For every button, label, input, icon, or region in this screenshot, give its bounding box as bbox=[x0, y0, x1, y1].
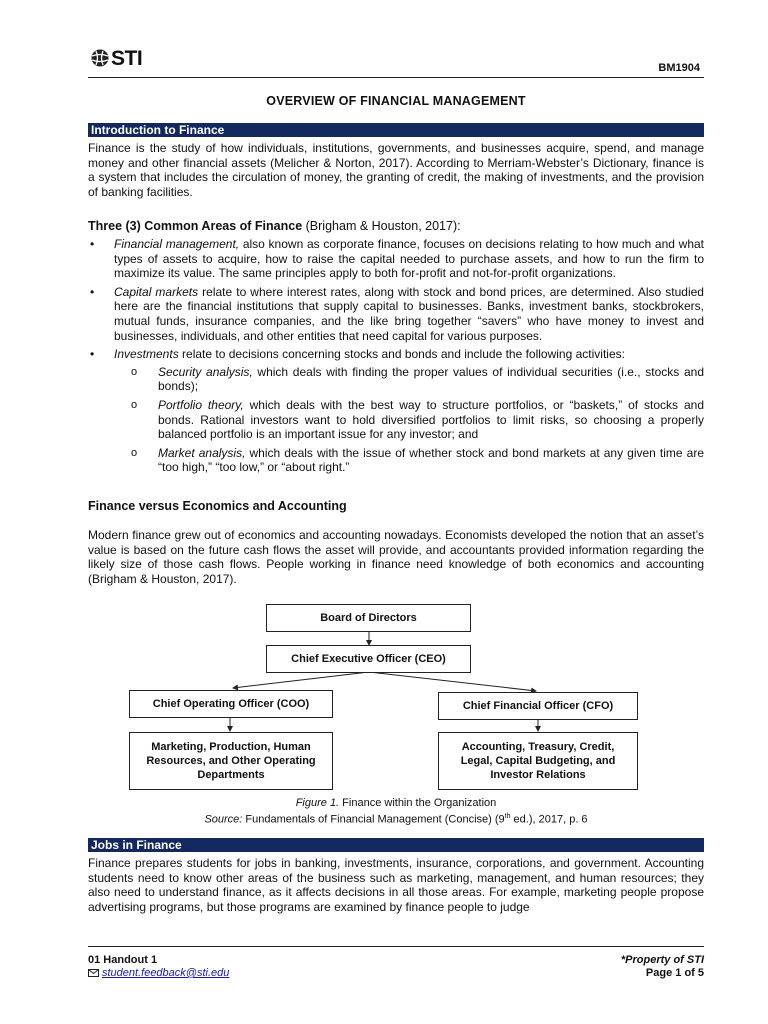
arrow-ceo-to-cfo bbox=[369, 672, 536, 691]
fea-paragraph: Modern finance grew out of economics and accounting nowadays. Economists developed the notion that an asset’s value is based on the future cash flows the asset will provide, and accountants provided information regarding the likely size of those cash flows. People working in finance need knowledge of both economics and accounting (Brigham & Houston, 2017). bbox=[88, 528, 704, 586]
sublist-item-text: which deals with the issue of whether stock and bond markets at any given time are “too high,” “too low,” or “about right.” bbox=[158, 445, 704, 475]
investments-sublist bbox=[114, 365, 704, 475]
list-item bbox=[88, 347, 704, 475]
list-item-term: Investments bbox=[114, 347, 179, 362]
bullet-icon: • bbox=[90, 284, 95, 299]
bullet-icon: • bbox=[90, 347, 95, 362]
logo-text: STI bbox=[111, 47, 143, 70]
figure-caption bbox=[88, 796, 704, 810]
list-item-term: Financial management, bbox=[114, 237, 240, 251]
areas-heading-bold: Three (3) Common Areas of Finance bbox=[88, 219, 303, 233]
figure-source-text: Fundamentals of Financial Management (Concise) (9 bbox=[242, 813, 505, 826]
envelope-icon bbox=[88, 969, 99, 977]
list-item bbox=[88, 237, 704, 281]
footer-handout: 01 Handout 1 bbox=[88, 954, 158, 966]
org-box-board: Board of Directors bbox=[266, 604, 471, 632]
areas-heading-citation: (Brigham & Houston, 2017): bbox=[302, 219, 461, 233]
bullet-icon: • bbox=[90, 237, 95, 251]
org-box-cfo-departments: Accounting, Treasury, Credit, Legal, Capital Budgeting, and Investor Relations bbox=[438, 732, 638, 790]
sublist-item-term: Security analysis, bbox=[158, 364, 253, 379]
document-code: BM1904 bbox=[658, 62, 700, 74]
arrow-ceo-to-coo bbox=[233, 672, 369, 688]
org-box-ceo: Chief Executive Officer (CEO) bbox=[266, 645, 471, 673]
sublist-item-term: Portfolio theory, bbox=[158, 397, 244, 412]
email-link[interactable]: student.feedback@sti.edu bbox=[102, 967, 230, 979]
areas-heading bbox=[88, 219, 461, 234]
sublist-item bbox=[114, 365, 704, 394]
footer-divider bbox=[88, 946, 704, 947]
sublist-item-text: which deals with finding the proper values of individual securities (i.e., stocks and bonds); bbox=[158, 364, 704, 394]
sti-globe-icon bbox=[90, 48, 110, 68]
section-heading-jobs: Jobs in Finance bbox=[88, 838, 704, 852]
footer-email bbox=[88, 966, 229, 981]
figure-label: Figure 1. bbox=[295, 797, 340, 809]
page-title: OVERVIEW OF FINANCIAL MANAGEMENT bbox=[266, 94, 526, 108]
list-item-text: relate to decisions concerning stocks and bonds and include the following activities: bbox=[178, 347, 625, 362]
section-heading-introduction: Introduction to Finance bbox=[88, 123, 704, 137]
areas-list bbox=[88, 237, 704, 479]
figure-source bbox=[88, 810, 704, 827]
sublist-item-term: Market analysis, bbox=[158, 445, 246, 460]
jobs-paragraph: Finance prepares students for jobs in banking, investments, insurance, corporations, and government. Accounting students need to know other areas of the business such as marketing, management, and human resources; they also need to understand finance, as it affects decisions in all those areas. For example, marketing people propose advertising programs, but those programs are examined by finance people to judge bbox=[88, 856, 704, 914]
sublist-item bbox=[114, 446, 704, 475]
footer-page-number: Page 1 of 5 bbox=[645, 967, 704, 979]
sti-logo bbox=[90, 48, 142, 68]
sublist-item-text: which deals with the best way to structure portfolios, or “baskets,” of stocks and bonds. Rational investors want to hold diversified portfolios to limit risks, so choosing a properly balanced portfolio is an important issue for any investor; and bbox=[158, 397, 704, 442]
fea-heading: Finance versus Economics and Accounting bbox=[88, 499, 347, 513]
list-item-term: Capital markets bbox=[114, 284, 199, 299]
circle-bullet-icon: o bbox=[131, 446, 138, 459]
figure-caption-text: Finance within the Organization bbox=[339, 797, 497, 809]
list-item-text: also known as corporate finance, focuses on decisions relating to how much and what types of assets to acquire, how to raise the capital needed to purchase assets, and how to run the firm to maximize its value. The same principles apply to both for-profit and not-for-profit organizations. bbox=[114, 237, 705, 281]
org-box-coo: Chief Operating Officer (COO) bbox=[129, 690, 333, 718]
org-box-coo-departments: Marketing, Production, Human Resources, and Other Operating Departments bbox=[129, 732, 333, 790]
list-item bbox=[88, 285, 704, 343]
header-divider bbox=[88, 77, 704, 78]
sublist-item bbox=[114, 398, 704, 442]
circle-bullet-icon: o bbox=[131, 365, 138, 378]
circle-bullet-icon: o bbox=[131, 398, 138, 411]
figure-source-end: ed.), 2017, p. 6 bbox=[510, 813, 588, 826]
footer-property: *Property of STI bbox=[620, 954, 704, 966]
org-box-cfo: Chief Financial Officer (CFO) bbox=[438, 692, 638, 720]
intro-paragraph: Finance is the study of how individuals, institutions, governments, and businesses acquire, spend, and manage money and other financial assets (Melicher & Norton, 2017). According to Merriam-Webster’s Dictionary, finance is a system that includes the circulation of money, the granting of credit, the making of investments, and the provision of banking facilities. bbox=[88, 141, 704, 199]
figure-source-sup: th bbox=[504, 813, 511, 820]
figure-source-label: Source: bbox=[204, 813, 243, 826]
list-item-text: relate to where interest rates, along with stock and bond prices, are determined. Also studied here are the financial institutions that supply capital to businesses. Banks, investment banks, stockbrokers, mutual funds, insurance companies, and the like bring together “savers” who have money to invest and businesses, individuals, and other entities that need capital for various purposes. bbox=[114, 284, 704, 343]
